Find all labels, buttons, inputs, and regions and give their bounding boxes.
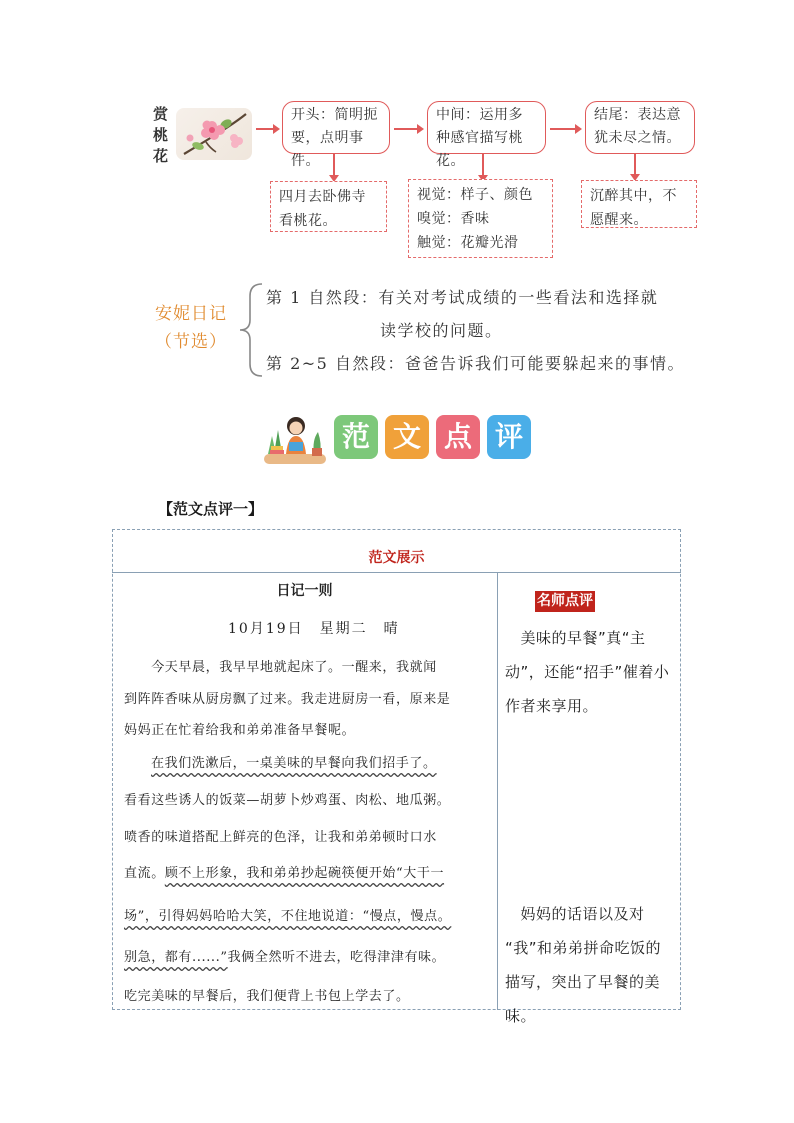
diary-line: 喷香的味道搭配上鲜亮的色泽，让我和弟弟顿时口水 xyxy=(124,830,437,845)
column-divider xyxy=(497,573,498,1010)
comment-line: 作者来享用。 xyxy=(505,697,599,715)
arrow-down-icon xyxy=(333,154,335,180)
flow-start-box: 开头：简明扼要，点明事件。 xyxy=(282,101,390,154)
arrow-right-icon xyxy=(256,128,278,130)
banner-char-tile: 文 xyxy=(385,415,429,459)
middle-detail-line: 触觉：花瓣光滑 xyxy=(417,235,519,251)
banner-char-tile: 点 xyxy=(436,415,480,459)
plain-text: 直流。 xyxy=(124,866,165,881)
teacher-comment-badge: 名师点评 xyxy=(535,591,595,612)
diary-line xyxy=(124,862,444,881)
diary-line: 吃完美味的早餐后，我们便背上书包上学去了。 xyxy=(124,989,410,1004)
comment-line: 描写，突出了早餐的美味。 xyxy=(505,973,661,1025)
teacher-comment-1 xyxy=(505,621,681,723)
teacher-comment-2 xyxy=(505,897,681,1033)
banner-char-tile: 范 xyxy=(334,415,378,459)
middle-detail-line: 视觉：样子、颜色 xyxy=(417,187,533,203)
arrow-right-icon xyxy=(550,128,580,130)
title-line: （节选） xyxy=(155,332,227,352)
comment-line: “我”和弟弟拼命吃饭的 xyxy=(505,939,662,957)
diary-date: 10月19日 星期二 晴 xyxy=(228,621,400,637)
paragraph-1-line-2: 读学校的问题。 xyxy=(380,321,503,340)
flow-title: 赏桃花 xyxy=(153,105,169,165)
title-line: 安妮日记 xyxy=(155,304,227,324)
flow-middle-detail xyxy=(408,179,553,258)
banner-char-tile: 评 xyxy=(487,415,531,459)
diary-line xyxy=(151,752,437,771)
comment-line: 妈妈的话语以及对 xyxy=(505,905,645,923)
diary-title: 日记一则 xyxy=(276,583,333,599)
review-header: 范文展示 xyxy=(112,529,681,573)
diary-line: 妈妈正在忙着给我和弟弟准备早餐呢。 xyxy=(124,723,356,738)
underlined-text: 在我们洗漱后，一桌美味的早餐向我们招手了。 xyxy=(151,756,437,771)
paragraph-2: 第 2~5 自然段：爸爸告诉我们可能要躲起来的事情。 xyxy=(266,354,685,373)
comment-line: 美味的早餐”真“主 xyxy=(505,629,646,647)
arrow-right-icon xyxy=(394,128,422,130)
peach-blossom-image xyxy=(176,108,252,160)
arrow-down-icon xyxy=(634,154,636,179)
diary-line: 今天早晨，我早早地就起床了。一醒来，我就闻 xyxy=(124,660,437,675)
flow-middle-box: 中间：运用多种感官描写桃花。 xyxy=(427,101,546,154)
comment-line: 动”，还能“招手”催着小 xyxy=(505,663,670,681)
plain-text: 我俩全然听不进去，吃得津津有味。 xyxy=(227,950,446,965)
underlined-text: 场”，引得妈妈哈哈大笑，不住地说道：“慢点，慢点。 xyxy=(124,909,452,924)
flow-end-box: 结尾：表达意犹未尽之情。 xyxy=(585,101,695,154)
diary-line: 看看这些诱人的饭菜—胡萝卜炒鸡蛋、肉松、地瓜粥。 xyxy=(124,793,451,808)
paragraph-1-line-1: 第 1 自然段：有关对考试成绩的一些看法和选择就 xyxy=(266,288,659,307)
diary-line: 到阵阵香味从厨房飘了过来。我走进厨房一看，原来是 xyxy=(124,692,451,707)
section-label: 【范文点评一】 xyxy=(158,500,264,518)
left-brace-icon xyxy=(236,282,264,378)
flow-end-detail: 沉醉其中，不愿醒来。 xyxy=(581,180,697,228)
diary-line xyxy=(124,946,445,965)
middle-detail-line: 嗅觉：香味 xyxy=(417,211,490,227)
diary-line xyxy=(124,905,451,924)
underlined-text: 别急，都有......” xyxy=(124,950,228,965)
flow-start-detail: 四月去卧佛寺看桃花。 xyxy=(270,181,387,232)
arrow-down-icon xyxy=(482,154,484,180)
underlined-text: 顾不上形象，我和弟弟抄起碗筷便开始“大干一 xyxy=(164,866,445,881)
reading-girl-illustration xyxy=(262,410,328,466)
diary-summary-title xyxy=(148,300,234,356)
